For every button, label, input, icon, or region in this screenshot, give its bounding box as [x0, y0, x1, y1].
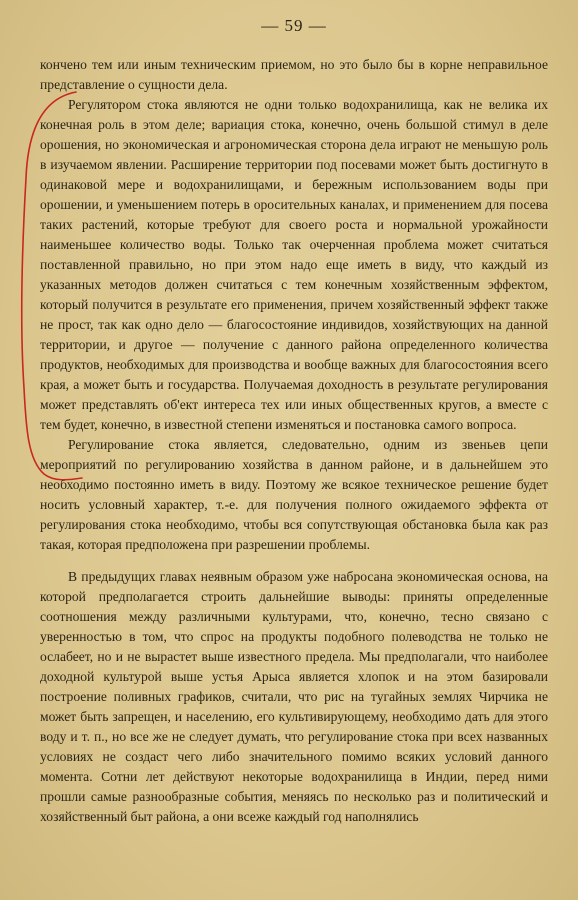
paragraph-continuation: кончено тем или иным техническим приемом, но это было бы в корне неправильное представление о сущности дела. — [40, 57, 548, 92]
paragraph-regulators: Регулятором стока являются не одни только водохранилища, как не велика их конечная роль в этом деле; вариация стока, конечно, очень большой стимул в деле орошения, но экономическая и агрономическая сторона дела играют не меньшую роль в изучаемом явлении. Расширение территории под посевами может быть достигнуто в одинаковой мере и водохранилищами, и бережным использованием воды при орошении, и уменьшением потерь в оросительных каналах, и применением для посева таких растений, которые требуют для своего роста и нормальной урожайности наименьшее количество воды. Только так очерченная проблема может считаться поставленной правильно, но при этом надо еще иметь в виду, что каждый из указанных методов должен считаться с тем конечным хозяйственным эффектом, который получится в результате его применения, причем хозяйственный эффект также не прост, так как одно дело — благосостояние индивидов, хозяйствующих на данной территории, и другое — получение с данного района определенного количества продуктов, необходимых для производства и вообще важных для благосостояния всего края, а может быть и государства. Получаемая доходность в результате регулирования может представлять об'ект интереса тех или иных общественных кругов, а вместе с тем будет, конечно, в известной степени изменяться и постановка самого вопроса. — [40, 97, 548, 432]
paragraph-previous-chapters: В предыдущих главах неявным образом уже набросана экономическая основа, на которой предполагается строить дальнейшие выводы: приняты определенные соотношения между различными культурами, что, конечно, тесно связано с уверенностью в том, что спрос на продукты подобного полеводства не только не ослабеет, но и не вырастет выше известного предела. Мы предполагали, что наиболее доходной культурой выше устья Арыса является хлопок и на этом базировали построение поливных графиков, считали, что рис на тугайных землях Чирчика не может быть запрещен, и населению, его культивирующему, необходимо дать для этого воду и т. п., но все же не следует думать, что регулирование стока при всех названных условиях не создаст чего либо значительного помимо всяких условий данного момента. Сотни лет действуют некоторые водохранилища в Индии, перед ними прошли самые разнообразные события, меняясь по несколько раз и политический и хозяйственный быт района, а они всеже каждый год наполнялись — [40, 569, 548, 824]
page-number: — 59 — — [261, 16, 327, 35]
paragraph-regulation-chain: Регулирование стока является, следовательно, одним из звеньев цепи мероприятий по регулированию хозяйства в данном районе, и в дальнейшем это необходимо постоянно иметь в виду. Поэтому же всякое техническое решение будет носить условный характер, т.-е. для получения полного ожидаемого эффекта от регулирования стока необходимо, чтобы вся сопутствующая обстановка была как раз такая, которая предположена при разрешении проблемы. — [40, 437, 548, 552]
paragraph-gap — [40, 555, 548, 567]
